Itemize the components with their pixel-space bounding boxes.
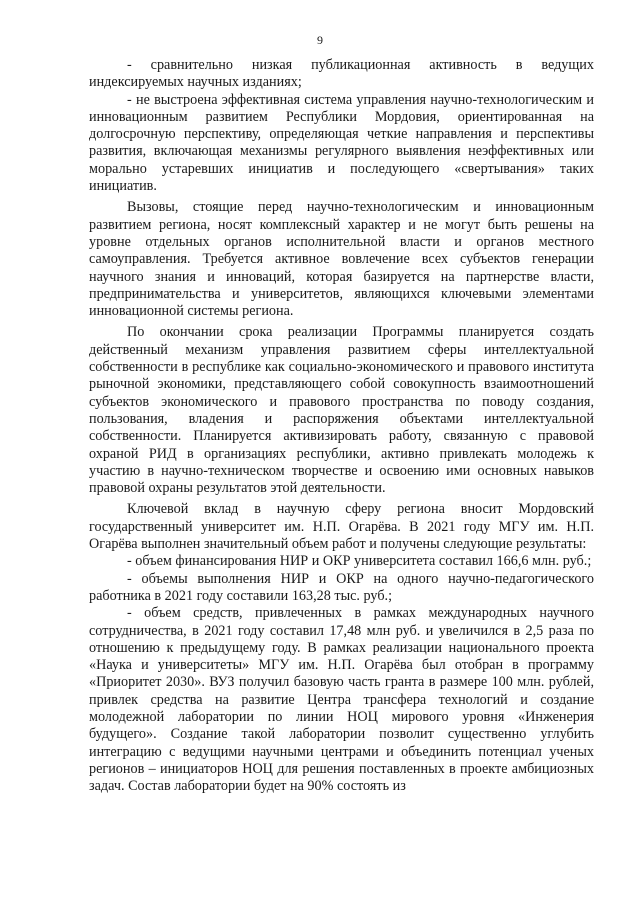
list-item-per-researcher-volume: - объемы выполнения НИР и ОКР на одного научно-педагогического работника в 2021 году составили 163,28 тыс. руб.; — [89, 570, 594, 604]
page-number: 9 — [317, 33, 323, 47]
paragraph-university-contribution: Ключевой вклад в научную сферу региона вносит Мордовский государственный университет им. Н.П. Огарёва. В 2021 году МГУ им. Н.П. Огарёва выполнен значительный объем работ и получены следующие результаты: — [89, 501, 594, 553]
list-item-funding-volume: - объем финансирования НИР и ОКР университета составил 166,6 млн. руб.; — [127, 553, 592, 570]
list-item-publication-activity: - сравнительно низкая публикационная активность в ведущих индексируемых научных изданиях; — [89, 57, 594, 91]
document-body — [89, 57, 594, 795]
list-item-international-funds: - объем средств, привлеченных в рамках международных научного сотрудничества, в 2021 году составил 17,48 млн руб. и увеличился в 2,5 раза по отношению к предыдущему году. В рамках реализации национального проекта «Наука и университеты» МГУ им. Н.П. Огарёва был отобран в программу «Приоритет 2030». ВУЗ получил базовую часть гранта в размере 100 млн. рублей, привлек средства на развитие Центра трансфера технологий и создание молодежной лаборатории по линии НОЦ мирового уровня «Инженерия будущего». Создание такой лаборатории позволит существенно углубить интеграцию с ведущими научными центрами и объединить потенциал ученых регионов – инициаторов НОЦ для решения поставленных в проекте амбициозных задач. Состав лаборатории будет на 90% состоять из — [89, 605, 594, 795]
paragraph-challenges: Вызовы, стоящие перед научно-технологическим и инновационным развитием региона, носят комплексный характер и не могут быть решены на уровне отдельных органов исполнительной власти и органов местного самоуправления. Требуется активное вовлечение всех субъектов генерации научного знания и инноваций, которая базируется на партнерстве власти, предпринимательства и университетов, являющихся ключевыми элементами инновационной системы региона. — [89, 199, 594, 320]
list-item-management-system: - не выстроена эффективная система управления научно-технологическим и инновационным развитием Республики Мордовия, ориентированная на долгосрочную перспективу, определяющая четкие направления и перспективы развития, включающая механизмы регулярного выявления неэффективных или морально устаревших инициатив и последующего «свертывания» таких инициатив. — [89, 91, 594, 195]
paragraph-program-outcomes: По окончании срока реализации Программы планируется создать действенный механизм управления развитием сферы интеллектуальной собственности в республике как социально-экономического и правового института рыночной экономики, представляющего собой совокупность взаимоотношений субъектов экономического и правового пространства по поводу создания, пользования, владения и распоряжения объектами интеллектуальной собственности. Планируется активизировать работу, связанную с правовой охраной РИД в организациях республики, активно привлекать молодежь к участию в научно-техническом творчестве и освоению ими основных навыков правовой охраны результатов этой деятельности. — [89, 324, 594, 497]
